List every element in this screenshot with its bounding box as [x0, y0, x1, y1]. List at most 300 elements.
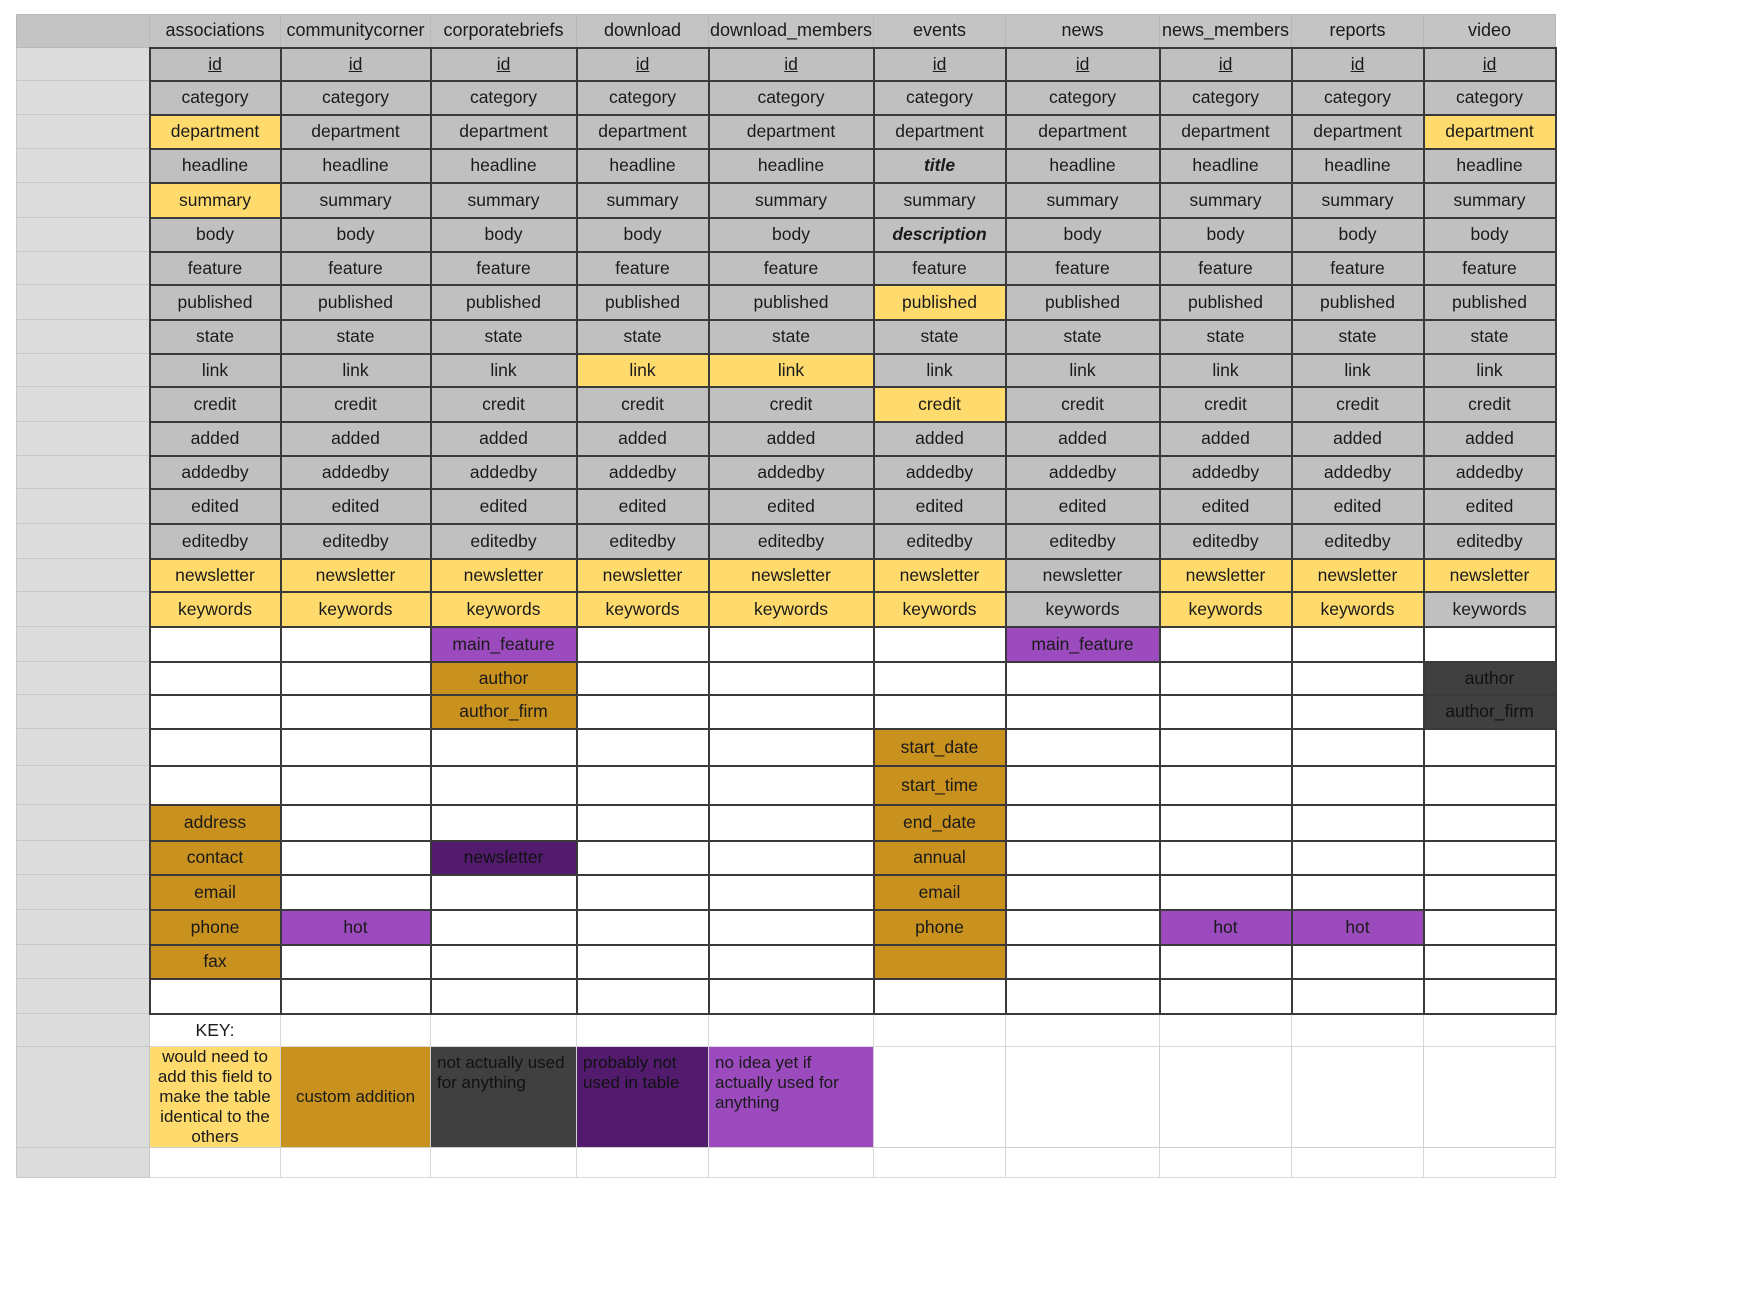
field-cell-feature[interactable]: feature: [281, 252, 431, 285]
field-cell-category[interactable]: category: [150, 81, 281, 115]
key-item-y[interactable]: would need to add this field to make the table identical to the others: [150, 1047, 281, 1148]
field-cell-state[interactable]: state: [709, 320, 874, 354]
field-cell-published[interactable]: published: [1160, 285, 1292, 320]
field-cell-editedby[interactable]: editedby: [1424, 524, 1556, 559]
field-cell-published[interactable]: published: [1292, 285, 1424, 320]
field-cell-editedby[interactable]: editedby: [1292, 524, 1424, 559]
empty-cell[interactable]: [1006, 1148, 1160, 1178]
empty-cell[interactable]: [1006, 1014, 1160, 1047]
empty-cell[interactable]: [1006, 805, 1160, 841]
column-header-events[interactable]: events: [874, 15, 1006, 48]
field-cell-author-firm[interactable]: author_firm: [1424, 695, 1556, 729]
field-cell-addedby[interactable]: addedby: [1006, 456, 1160, 489]
field-cell-added[interactable]: added: [1424, 422, 1556, 456]
field-cell-department[interactable]: department: [874, 115, 1006, 149]
field-cell-edited[interactable]: edited: [1006, 489, 1160, 524]
field-cell-email[interactable]: email: [874, 875, 1006, 910]
field-cell-state[interactable]: state: [431, 320, 577, 354]
column-header-download[interactable]: download: [577, 15, 709, 48]
field-cell-email[interactable]: email: [150, 875, 281, 910]
row-header[interactable]: [17, 218, 150, 252]
empty-cell[interactable]: [1006, 875, 1160, 910]
empty-cell[interactable]: [1160, 1014, 1292, 1047]
empty-cell[interactable]: [1292, 945, 1424, 979]
row-header[interactable]: [17, 592, 150, 627]
empty-cell[interactable]: [1424, 841, 1556, 875]
empty-cell[interactable]: [709, 979, 874, 1014]
field-cell-id[interactable]: id: [431, 48, 577, 81]
field-cell-addedby[interactable]: addedby: [1424, 456, 1556, 489]
empty-cell[interactable]: [431, 729, 577, 766]
field-cell-state[interactable]: state: [281, 320, 431, 354]
empty-cell[interactable]: [281, 979, 431, 1014]
row-header[interactable]: [17, 1148, 150, 1178]
column-header-corporatebriefs[interactable]: corporatebriefs: [431, 15, 577, 48]
field-cell-keywords[interactable]: keywords: [577, 592, 709, 627]
field-cell-published[interactable]: published: [150, 285, 281, 320]
empty-cell[interactable]: [1292, 729, 1424, 766]
column-header-communitycorner[interactable]: communitycorner: [281, 15, 431, 48]
empty-cell[interactable]: [874, 979, 1006, 1014]
field-cell-added[interactable]: added: [709, 422, 874, 456]
field-cell-headline[interactable]: headline: [1006, 149, 1160, 183]
empty-cell[interactable]: [281, 766, 431, 805]
field-cell-link[interactable]: link: [1160, 354, 1292, 387]
key-label[interactable]: KEY:: [150, 1014, 281, 1047]
row-header[interactable]: [17, 875, 150, 910]
empty-cell[interactable]: [1292, 1014, 1424, 1047]
field-cell-link[interactable]: link: [1424, 354, 1556, 387]
field-cell-addedby[interactable]: addedby: [874, 456, 1006, 489]
field-cell-link[interactable]: link: [431, 354, 577, 387]
field-cell-main-feature[interactable]: main_feature: [431, 627, 577, 662]
empty-cell[interactable]: [1006, 662, 1160, 695]
key-item-pu[interactable]: no idea yet if actually used for anything: [709, 1047, 874, 1148]
empty-cell[interactable]: [577, 695, 709, 729]
empty-cell[interactable]: [1160, 627, 1292, 662]
row-header[interactable]: [17, 766, 150, 805]
field-cell-newsletter[interactable]: newsletter: [1424, 559, 1556, 592]
field-cell-edited[interactable]: edited: [431, 489, 577, 524]
field-cell-id[interactable]: id: [1006, 48, 1160, 81]
field-cell-main-feature[interactable]: main_feature: [1006, 627, 1160, 662]
field-cell-address[interactable]: address: [150, 805, 281, 841]
field-cell-credit[interactable]: credit: [281, 387, 431, 422]
row-header[interactable]: [17, 285, 150, 320]
field-cell-keywords[interactable]: keywords: [281, 592, 431, 627]
row-header[interactable]: [17, 627, 150, 662]
empty-cell[interactable]: [577, 766, 709, 805]
field-cell-annual[interactable]: annual: [874, 841, 1006, 875]
empty-cell[interactable]: [281, 1014, 431, 1047]
field-cell-credit[interactable]: credit: [874, 387, 1006, 422]
field-cell-category[interactable]: category: [1292, 81, 1424, 115]
empty-cell[interactable]: [1292, 979, 1424, 1014]
field-cell-phone[interactable]: phone: [150, 910, 281, 945]
field-cell-id[interactable]: id: [150, 48, 281, 81]
field-cell-id[interactable]: id: [709, 48, 874, 81]
empty-cell[interactable]: [1424, 875, 1556, 910]
field-cell-summary[interactable]: summary: [577, 183, 709, 218]
field-cell-state[interactable]: state: [150, 320, 281, 354]
field-cell-link[interactable]: link: [150, 354, 281, 387]
field-cell-published[interactable]: published: [577, 285, 709, 320]
field-cell-state[interactable]: state: [1424, 320, 1556, 354]
empty-cell[interactable]: [1424, 805, 1556, 841]
field-cell-headline[interactable]: headline: [577, 149, 709, 183]
field-cell-published[interactable]: published: [431, 285, 577, 320]
field-cell-link[interactable]: link: [709, 354, 874, 387]
field-cell-link[interactable]: link: [874, 354, 1006, 387]
field-cell-editedby[interactable]: editedby: [431, 524, 577, 559]
row-header[interactable]: [17, 183, 150, 218]
empty-cell[interactable]: [709, 766, 874, 805]
field-cell-newsletter[interactable]: newsletter: [431, 559, 577, 592]
field-cell-category[interactable]: category: [1160, 81, 1292, 115]
field-cell-feature[interactable]: feature: [1292, 252, 1424, 285]
empty-cell[interactable]: [431, 910, 577, 945]
field-cell-headline[interactable]: headline: [1292, 149, 1424, 183]
field-cell-feature[interactable]: feature: [577, 252, 709, 285]
empty-cell[interactable]: [1292, 1148, 1424, 1178]
field-cell-editedby[interactable]: editedby: [150, 524, 281, 559]
empty-cell[interactable]: [1292, 695, 1424, 729]
field-cell-addedby[interactable]: addedby: [577, 456, 709, 489]
column-header-download_members[interactable]: download_members: [709, 15, 874, 48]
field-cell-addedby[interactable]: addedby: [709, 456, 874, 489]
field-cell-department[interactable]: department: [1424, 115, 1556, 149]
row-header[interactable]: [17, 320, 150, 354]
field-cell-edited[interactable]: edited: [1424, 489, 1556, 524]
field-cell-state[interactable]: state: [1160, 320, 1292, 354]
field-cell-fax[interactable]: fax: [150, 945, 281, 979]
field-cell-addedby[interactable]: addedby: [281, 456, 431, 489]
field-cell-hot[interactable]: hot: [281, 910, 431, 945]
row-header[interactable]: [17, 559, 150, 592]
empty-cell[interactable]: [150, 979, 281, 1014]
empty-cell[interactable]: [1006, 766, 1160, 805]
field-cell-hot[interactable]: hot: [1160, 910, 1292, 945]
field-cell-author-firm[interactable]: author_firm: [431, 695, 577, 729]
field-cell-headline[interactable]: headline: [281, 149, 431, 183]
field-cell-feature[interactable]: feature: [150, 252, 281, 285]
field-cell-keywords[interactable]: keywords: [874, 592, 1006, 627]
field-cell-category[interactable]: category: [1424, 81, 1556, 115]
column-header-news[interactable]: news: [1006, 15, 1160, 48]
row-header[interactable]: [17, 81, 150, 115]
key-item-o[interactable]: custom addition: [281, 1047, 431, 1148]
empty-cell[interactable]: [874, 1047, 1006, 1148]
field-cell-editedby[interactable]: editedby: [709, 524, 874, 559]
field-cell-newsletter[interactable]: newsletter: [281, 559, 431, 592]
field-cell-published[interactable]: published: [1006, 285, 1160, 320]
field-cell-addedby[interactable]: addedby: [431, 456, 577, 489]
empty-cell[interactable]: [1160, 1047, 1292, 1148]
field-cell-added[interactable]: added: [1292, 422, 1424, 456]
empty-cell[interactable]: [1292, 875, 1424, 910]
field-cell-keywords[interactable]: keywords: [1292, 592, 1424, 627]
empty-cell[interactable]: [577, 945, 709, 979]
field-cell-newsletter[interactable]: newsletter: [150, 559, 281, 592]
empty-cell[interactable]: [1292, 627, 1424, 662]
field-cell-published[interactable]: published: [1424, 285, 1556, 320]
empty-cell[interactable]: [150, 695, 281, 729]
field-cell-newsletter[interactable]: newsletter: [1160, 559, 1292, 592]
field-cell-keywords[interactable]: keywords: [1160, 592, 1292, 627]
empty-cell[interactable]: [1160, 662, 1292, 695]
field-cell-category[interactable]: category: [431, 81, 577, 115]
empty-cell[interactable]: [577, 1148, 709, 1178]
field-cell-category[interactable]: category: [874, 81, 1006, 115]
empty-cell[interactable]: [281, 729, 431, 766]
field-cell-hot[interactable]: hot: [1292, 910, 1424, 945]
empty-cell[interactable]: [281, 875, 431, 910]
empty-cell[interactable]: [1292, 805, 1424, 841]
field-cell-added[interactable]: added: [1006, 422, 1160, 456]
field-cell-phone[interactable]: phone: [874, 910, 1006, 945]
empty-cell[interactable]: [1292, 766, 1424, 805]
field-cell-added[interactable]: added: [874, 422, 1006, 456]
empty-cell[interactable]: [150, 627, 281, 662]
field-cell-editedby[interactable]: editedby: [874, 524, 1006, 559]
field-cell-keywords[interactable]: keywords: [150, 592, 281, 627]
field-cell-body[interactable]: body: [709, 218, 874, 252]
field-cell-body[interactable]: body: [577, 218, 709, 252]
row-header[interactable]: [17, 729, 150, 766]
empty-cell[interactable]: [281, 695, 431, 729]
field-cell-end-date[interactable]: end_date: [874, 805, 1006, 841]
field-cell-department[interactable]: department: [150, 115, 281, 149]
field-cell-department[interactable]: department: [1006, 115, 1160, 149]
field-cell-summary[interactable]: summary: [281, 183, 431, 218]
field-cell-editedby[interactable]: editedby: [577, 524, 709, 559]
empty-cell[interactable]: [150, 662, 281, 695]
row-header[interactable]: [17, 15, 150, 48]
empty-cell[interactable]: [1160, 729, 1292, 766]
empty-cell[interactable]: [1006, 695, 1160, 729]
empty-cell[interactable]: [709, 945, 874, 979]
empty-cell[interactable]: [150, 766, 281, 805]
field-cell-credit[interactable]: credit: [431, 387, 577, 422]
empty-cell[interactable]: [1160, 875, 1292, 910]
row-header[interactable]: [17, 489, 150, 524]
field-cell-added[interactable]: added: [1160, 422, 1292, 456]
empty-cell[interactable]: [1160, 979, 1292, 1014]
field-cell-summary[interactable]: summary: [874, 183, 1006, 218]
empty-cell[interactable]: [1006, 729, 1160, 766]
field-cell-edited[interactable]: edited: [1160, 489, 1292, 524]
empty-cell[interactable]: [1160, 945, 1292, 979]
row-header[interactable]: [17, 1047, 150, 1148]
empty-cell[interactable]: [1160, 1148, 1292, 1178]
row-header[interactable]: [17, 662, 150, 695]
empty-cell[interactable]: [709, 1148, 874, 1178]
field-cell-feature[interactable]: feature: [1006, 252, 1160, 285]
field-cell-body[interactable]: body: [431, 218, 577, 252]
field-cell-state[interactable]: state: [874, 320, 1006, 354]
field-cell-published[interactable]: published: [281, 285, 431, 320]
field-cell-summary[interactable]: summary: [1292, 183, 1424, 218]
row-header[interactable]: [17, 387, 150, 422]
field-cell-newsletter[interactable]: newsletter: [874, 559, 1006, 592]
field-cell-contact[interactable]: contact: [150, 841, 281, 875]
field-cell-start-time[interactable]: start_time: [874, 766, 1006, 805]
field-cell-id[interactable]: id: [1292, 48, 1424, 81]
row-header[interactable]: [17, 1014, 150, 1047]
field-cell-author[interactable]: author: [1424, 662, 1556, 695]
field-cell-credit[interactable]: credit: [1424, 387, 1556, 422]
field-cell-keywords[interactable]: keywords: [1006, 592, 1160, 627]
column-header-reports[interactable]: reports: [1292, 15, 1424, 48]
empty-cell[interactable]: [709, 662, 874, 695]
field-cell-newsletter[interactable]: newsletter: [577, 559, 709, 592]
row-header[interactable]: [17, 252, 150, 285]
empty-cell[interactable]: [1160, 766, 1292, 805]
field-cell-department[interactable]: department: [1292, 115, 1424, 149]
row-header[interactable]: [17, 422, 150, 456]
field-cell-editedby[interactable]: editedby: [1160, 524, 1292, 559]
field-cell-newsletter[interactable]: newsletter: [1292, 559, 1424, 592]
empty-cell[interactable]: [709, 841, 874, 875]
field-cell-state[interactable]: state: [1292, 320, 1424, 354]
field-cell-credit[interactable]: credit: [150, 387, 281, 422]
field-cell-link[interactable]: link: [1292, 354, 1424, 387]
field-cell-headline[interactable]: headline: [431, 149, 577, 183]
row-header[interactable]: [17, 695, 150, 729]
field-cell-added[interactable]: added: [281, 422, 431, 456]
empty-cell[interactable]: [1424, 766, 1556, 805]
empty-cell[interactable]: [577, 662, 709, 695]
row-header[interactable]: [17, 910, 150, 945]
field-cell-state[interactable]: state: [577, 320, 709, 354]
empty-cell[interactable]: [150, 729, 281, 766]
empty-cell[interactable]: [1424, 979, 1556, 1014]
field-cell-start-date[interactable]: start_date: [874, 729, 1006, 766]
row-header[interactable]: [17, 456, 150, 489]
empty-cell[interactable]: [1006, 910, 1160, 945]
field-cell-summary[interactable]: summary: [431, 183, 577, 218]
field-cell-title[interactable]: title: [874, 149, 1006, 183]
field-cell-published[interactable]: published: [874, 285, 1006, 320]
empty-cell[interactable]: [1292, 841, 1424, 875]
field-cell-summary[interactable]: summary: [1160, 183, 1292, 218]
field-cell-description[interactable]: description: [874, 218, 1006, 252]
field-cell-id[interactable]: id: [874, 48, 1006, 81]
field-cell-id[interactable]: id: [1160, 48, 1292, 81]
empty-cell[interactable]: [1292, 662, 1424, 695]
field-cell-body[interactable]: body: [1006, 218, 1160, 252]
field-cell-addedby[interactable]: addedby: [1292, 456, 1424, 489]
field-cell-headline[interactable]: headline: [150, 149, 281, 183]
field-cell-feature[interactable]: feature: [709, 252, 874, 285]
field-cell-id[interactable]: id: [1424, 48, 1556, 81]
field-cell-keywords[interactable]: keywords: [709, 592, 874, 627]
field-cell-state[interactable]: state: [1006, 320, 1160, 354]
empty-cell[interactable]: [874, 662, 1006, 695]
empty-cell[interactable]: [1160, 841, 1292, 875]
row-header[interactable]: [17, 115, 150, 149]
field-cell-headline[interactable]: headline: [709, 149, 874, 183]
empty-cell[interactable]: [281, 841, 431, 875]
empty-cell[interactable]: [874, 627, 1006, 662]
field-cell-keywords[interactable]: keywords: [431, 592, 577, 627]
row-header[interactable]: [17, 354, 150, 387]
empty-cell[interactable]: [1006, 841, 1160, 875]
field-cell-edited[interactable]: edited: [1292, 489, 1424, 524]
field-cell-department[interactable]: department: [1160, 115, 1292, 149]
empty-cell[interactable]: [1160, 805, 1292, 841]
row-header[interactable]: [17, 841, 150, 875]
empty-cell[interactable]: [709, 729, 874, 766]
empty-cell[interactable]: [1424, 1148, 1556, 1178]
empty-cell[interactable]: [577, 627, 709, 662]
field-cell-category[interactable]: category: [281, 81, 431, 115]
field-cell-newsletter[interactable]: newsletter: [709, 559, 874, 592]
row-header[interactable]: [17, 805, 150, 841]
field-cell-author[interactable]: author: [431, 662, 577, 695]
row-header[interactable]: [17, 979, 150, 1014]
key-item-dk[interactable]: not actually used for anything: [431, 1047, 577, 1148]
empty-cell[interactable]: [709, 910, 874, 945]
field-cell-body[interactable]: body: [1160, 218, 1292, 252]
empty-cell[interactable]: [577, 1014, 709, 1047]
row-header[interactable]: [17, 149, 150, 183]
field-cell-summary[interactable]: summary: [1006, 183, 1160, 218]
empty-cell[interactable]: [431, 805, 577, 841]
field-cell-edited[interactable]: edited: [874, 489, 1006, 524]
empty-cell[interactable]: [874, 1014, 1006, 1047]
empty-cell[interactable]: [1006, 979, 1160, 1014]
column-header-video[interactable]: video: [1424, 15, 1556, 48]
field-cell-body[interactable]: body: [150, 218, 281, 252]
field-cell-added[interactable]: added: [577, 422, 709, 456]
empty-cell[interactable]: [431, 945, 577, 979]
field-cell-body[interactable]: body: [1424, 218, 1556, 252]
field-cell-newsletter[interactable]: newsletter: [431, 841, 577, 875]
field-cell-edited[interactable]: edited: [577, 489, 709, 524]
field-cell-department[interactable]: department: [709, 115, 874, 149]
key-item-dp[interactable]: probably not used in table: [577, 1047, 709, 1148]
empty-cell[interactable]: [1424, 729, 1556, 766]
field-cell-headline[interactable]: headline: [1424, 149, 1556, 183]
empty-cell[interactable]: [431, 875, 577, 910]
field-cell-body[interactable]: body: [1292, 218, 1424, 252]
field-cell-credit[interactable]: credit: [1292, 387, 1424, 422]
empty-cell[interactable]: [709, 627, 874, 662]
empty-cell[interactable]: [709, 875, 874, 910]
empty-cell[interactable]: [1160, 695, 1292, 729]
empty-cell[interactable]: [577, 875, 709, 910]
field-cell-summary[interactable]: summary: [709, 183, 874, 218]
empty-cell[interactable]: [431, 979, 577, 1014]
field-cell-feature[interactable]: feature: [1160, 252, 1292, 285]
empty-cell[interactable]: [281, 1148, 431, 1178]
field-cell-editedby[interactable]: editedby: [281, 524, 431, 559]
empty-cell[interactable]: [577, 729, 709, 766]
empty-cell[interactable]: [709, 695, 874, 729]
empty-cell[interactable]: [577, 805, 709, 841]
empty-cell[interactable]: [281, 627, 431, 662]
field-cell-addedby[interactable]: addedby: [1160, 456, 1292, 489]
field-cell-link[interactable]: link: [1006, 354, 1160, 387]
field-cell-edited[interactable]: edited: [281, 489, 431, 524]
field-cell-headline[interactable]: headline: [1160, 149, 1292, 183]
field-cell-edited[interactable]: edited: [709, 489, 874, 524]
empty-cell[interactable]: [431, 1014, 577, 1047]
empty-cell[interactable]: [874, 695, 1006, 729]
field-cell-credit[interactable]: credit: [1006, 387, 1160, 422]
field-cell-keywords[interactable]: keywords: [1424, 592, 1556, 627]
